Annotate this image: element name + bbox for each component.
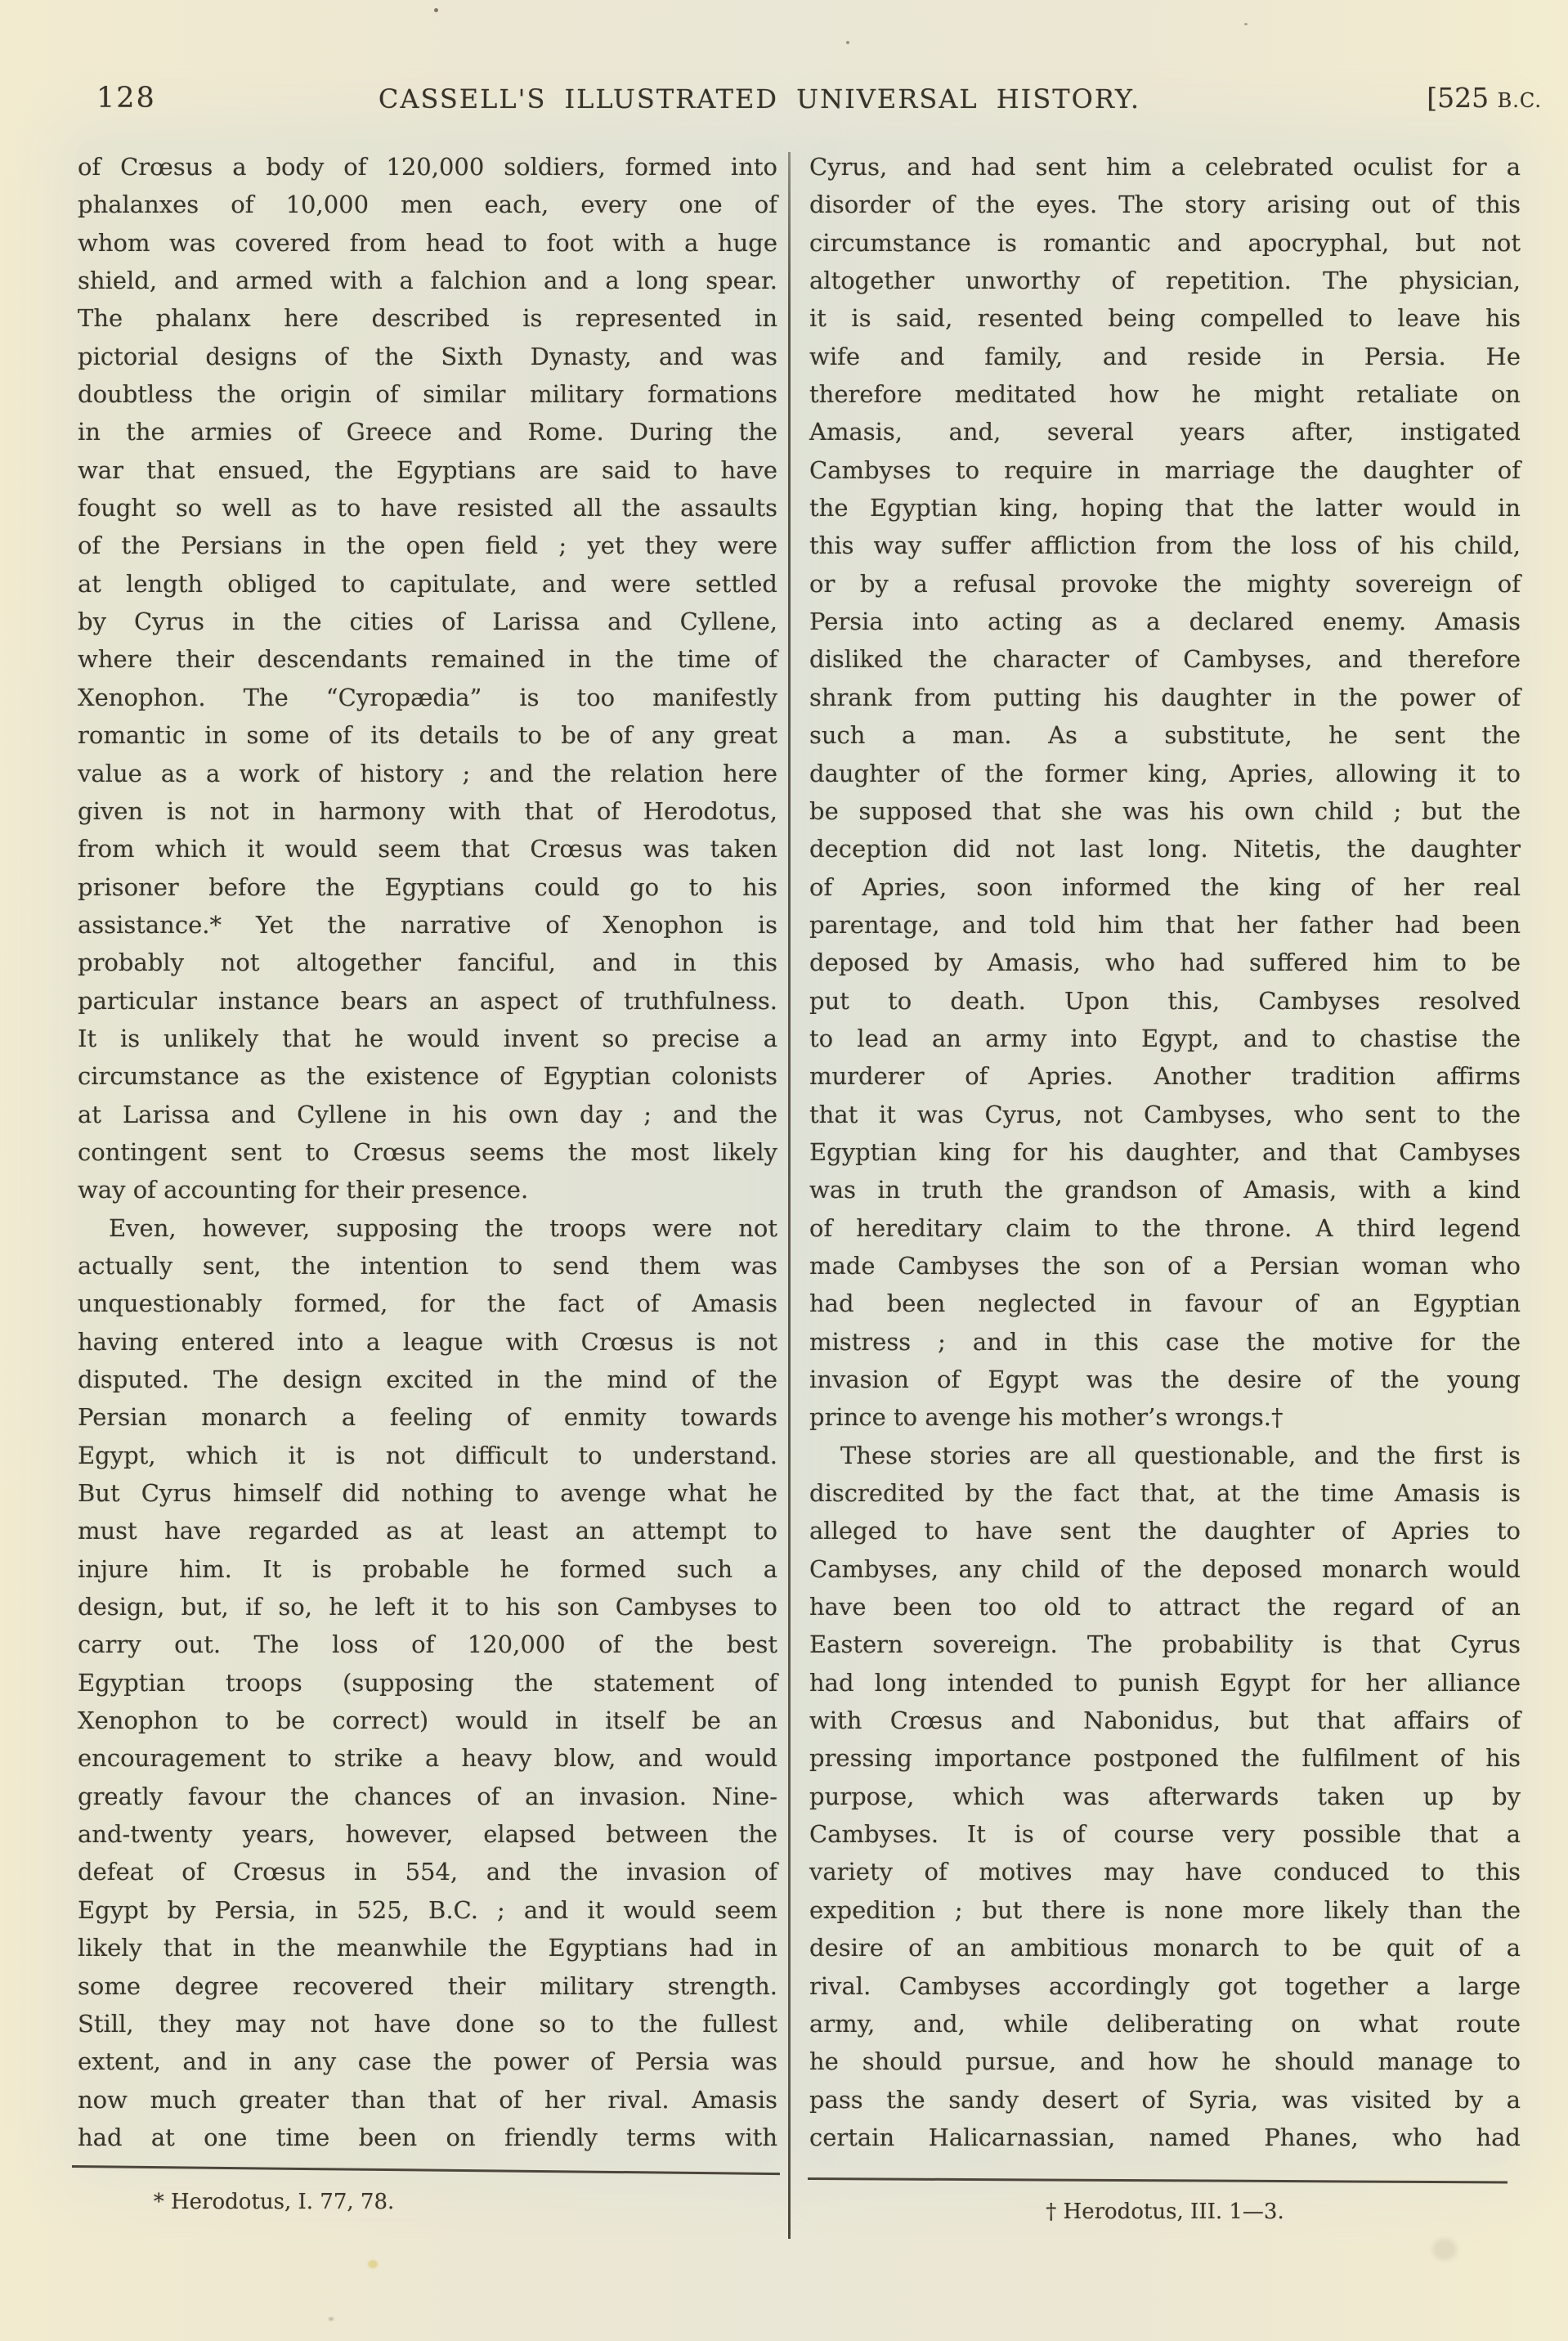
text-line: circumstance is romantic and apocryphal, but not bbox=[809, 228, 1521, 257]
text-line: greatly favour the chances of an invasion. Nine- bbox=[78, 1782, 777, 1810]
text-line: had long intended to punish Egypt for her alliance bbox=[809, 1668, 1521, 1697]
text-line: had at one time been on friendly terms with bbox=[78, 2123, 777, 2151]
text-line: discredited by the fact that, at the time Amasis is bbox=[809, 1479, 1521, 1508]
text-line: likely that in the meanwhile the Egyptians had in bbox=[78, 1934, 777, 1962]
text-line: wife and family, and reside in Persia. He bbox=[809, 342, 1521, 370]
text-line: doubtless the origin of similar military formations bbox=[78, 380, 777, 409]
text-line: shrank from putting his daughter in the power of bbox=[809, 683, 1521, 711]
text-line: it is said, resented being compelled to leave his bbox=[809, 304, 1521, 333]
text-line: assistance.* Yet the narrative of Xenophon is bbox=[78, 910, 777, 939]
text-line: with Crœsus and Nabonidus, but that affairs of bbox=[809, 1706, 1521, 1735]
text-line: in the armies of Greece and Rome. During the bbox=[78, 418, 777, 446]
text-line: parentage, and told him that her father had been bbox=[809, 910, 1521, 939]
text-line: encouragement to strike a heavy blow, and would bbox=[78, 1744, 777, 1773]
text-line: had been neglected in favour of an Egyptian bbox=[809, 1289, 1521, 1318]
text-line: and-twenty years, however, elapsed between the bbox=[78, 1820, 777, 1849]
right-column-text bbox=[809, 148, 1521, 2156]
text-line: that it was Cyrus, not Cambyses, who sent to the bbox=[809, 1100, 1521, 1128]
right-footnote-rule bbox=[808, 2177, 1508, 2183]
text-line: must have regarded as at least an attempt to bbox=[78, 1517, 777, 1545]
era-bracket: [525 bbox=[1427, 82, 1490, 114]
text-line: of hereditary claim to the throne. A third legend bbox=[809, 1213, 1521, 1242]
text-line: the Egyptian king, hoping that the latter would in bbox=[809, 494, 1521, 522]
text-line: particular instance bears an aspect of truthfulness. bbox=[78, 986, 777, 1015]
text-line: Xenophon to be correct) would in itself be an bbox=[78, 1706, 777, 1735]
text-line: such a man. As a substitute, he sent the bbox=[809, 721, 1521, 750]
ink-speck bbox=[434, 8, 438, 12]
text-line: mistress ; and in this case the motive for the bbox=[809, 1327, 1521, 1356]
text-line: have been too old to attract the regard of an bbox=[809, 1593, 1521, 1621]
text-line: by Cyrus in the cities of Larissa and Cyllene, bbox=[78, 608, 777, 636]
text-line: having entered into a league with Crœsus is not bbox=[78, 1327, 777, 1356]
text-line: The phalanx here described is represented in bbox=[78, 304, 777, 333]
text-line: this way suffer affliction from the loss of his child, bbox=[809, 531, 1521, 560]
ink-speck bbox=[329, 2317, 334, 2321]
text-line: purpose, which was afterwards taken up by bbox=[809, 1782, 1521, 1810]
right-footnote: † Herodotus, III. 1—3. bbox=[1046, 2200, 1284, 2224]
text-line: probably not altogether fanciful, and in this bbox=[78, 949, 777, 977]
text-line: unquestionably formed, for the fact of Amasis bbox=[78, 1289, 777, 1318]
text-line: Amasis, and, several years after, instigated bbox=[809, 418, 1521, 446]
text-line: Egyptian king for his daughter, and that Cambyses bbox=[809, 1137, 1521, 1166]
text-line: therefore meditated how he might retaliate on bbox=[809, 380, 1521, 409]
paper-blotch bbox=[1432, 2239, 1457, 2260]
text-line: rival. Cambyses accordingly got together a large bbox=[809, 1971, 1521, 2000]
text-line: daughter of the former king, Apries, allowing it to bbox=[809, 759, 1521, 787]
ink-speck bbox=[1244, 23, 1248, 25]
text-line: Cambyses to require in marriage the daughter of bbox=[809, 455, 1521, 484]
text-line: whom was covered from head to foot with a huge bbox=[78, 228, 777, 257]
left-footnote: * Herodotus, I. 77, 78. bbox=[153, 2190, 395, 2214]
text-line: given is not in harmony with that of Herodotus, bbox=[78, 796, 777, 825]
text-line: now much greater than that of her rival. Amasis bbox=[78, 2085, 777, 2114]
text-line: Egypt, which it is not difficult to understand. bbox=[78, 1441, 777, 1469]
text-line: from which it would seem that Crœsus was taken bbox=[78, 835, 777, 863]
text-line: value as a work of history ; and the relation here bbox=[78, 759, 777, 787]
text-line: altogether unworthy of repetition. The physician, bbox=[809, 267, 1521, 295]
text-line: murderer of Apries. Another tradition affirms bbox=[809, 1062, 1521, 1091]
text-line: pass the sandy desert of Syria, was visited by a bbox=[809, 2085, 1521, 2114]
text-line: to lead an army into Egypt, and to chastise the bbox=[809, 1024, 1521, 1052]
text-line: certain Halicarnassian, named Phanes, who had bbox=[809, 2123, 1521, 2151]
era-marker bbox=[1427, 82, 1542, 114]
text-line: But Cyrus himself did nothing to avenge what he bbox=[78, 1479, 777, 1508]
text-line: army, and, while deliberating on what route bbox=[809, 2009, 1521, 2038]
text-line: Egyptian troops (supposing the statement of bbox=[78, 1668, 777, 1697]
text-line: where their descendants remained in the time of bbox=[78, 645, 777, 674]
text-line: way of accounting for their presence. bbox=[78, 1176, 529, 1204]
text-line: of Crœsus a body of 120,000 soldiers, formed into bbox=[78, 153, 777, 181]
text-line: Cambyses. It is of course very possible that a bbox=[809, 1820, 1521, 1849]
text-line: extent, and in any case the power of Persia was bbox=[78, 2047, 777, 2076]
page-number: 128 bbox=[96, 82, 156, 114]
text-line: expedition ; but there is none more likely than the bbox=[809, 1895, 1521, 1924]
text-line: romantic in some of its details to be of any great bbox=[78, 721, 777, 750]
era-label: B.C. bbox=[1497, 89, 1542, 112]
text-line: Still, they may not have done so to the fullest bbox=[78, 2009, 777, 2038]
text-line: Egypt by Persia, in 525, B.C. ; and it would seem bbox=[78, 1895, 777, 1924]
text-line: carry out. The loss of 120,000 of the best bbox=[78, 1630, 777, 1659]
text-line: disputed. The design excited in the mind of the bbox=[78, 1366, 777, 1393]
text-line: These stories are all questionable, and the first is bbox=[840, 1441, 1521, 1469]
text-line: at length obliged to capitulate, and were settled bbox=[78, 569, 777, 598]
text-line: Cyrus, and had sent him a celebrated oculist for a bbox=[809, 153, 1521, 181]
text-line: prisoner before the Egyptians could go to his bbox=[78, 872, 777, 901]
text-line: prince to avenge his mother’s wrongs.† bbox=[809, 1403, 1284, 1432]
text-line: Persian monarch a feeling of enmity towards bbox=[78, 1403, 777, 1432]
text-line: phalanxes of 10,000 men each, every one of bbox=[78, 191, 777, 219]
text-line: put to death. Upon this, Cambyses resolved bbox=[809, 986, 1521, 1015]
text-line: invasion of Egypt was the desire of the young bbox=[809, 1366, 1521, 1393]
text-line: or by a refusal provoke the mighty sovereign of bbox=[809, 569, 1521, 598]
text-line: at Larissa and Cyllene in his own day ; and the bbox=[78, 1100, 777, 1128]
text-line: war that ensued, the Egyptians are said to have bbox=[78, 455, 777, 484]
text-line: Xenophon. The “Cyropædia” is too manifestly bbox=[78, 683, 777, 711]
text-line: pictorial designs of the Sixth Dynasty, and was bbox=[78, 342, 777, 370]
text-line: Persia into acting as a declared enemy. Amasis bbox=[809, 608, 1521, 636]
text-line: deposed by Amasis, who had suffered him to be bbox=[809, 949, 1521, 977]
text-line: of the Persians in the open field ; yet they were bbox=[78, 531, 777, 560]
text-line: was in truth the grandson of Amasis, with a kind bbox=[809, 1176, 1521, 1204]
text-line: pressing importance postponed the fulfilment of his bbox=[809, 1744, 1521, 1773]
left-column-text bbox=[78, 148, 777, 2156]
running-title: CASSELL'S ILLUSTRATED UNIVERSAL HISTORY. bbox=[378, 83, 1141, 114]
text-line: actually sent, the intention to send them was bbox=[78, 1251, 777, 1280]
text-line: disliked the character of Cambyses, and therefore bbox=[809, 645, 1521, 674]
text-line: Cambyses, any child of the deposed monarch would bbox=[809, 1554, 1521, 1583]
text-line: alleged to have sent the daughter of Apries to bbox=[809, 1517, 1521, 1545]
text-line: he should pursue, and how he should manage to bbox=[809, 2047, 1521, 2076]
text-line: of Apries, soon informed the king of her real bbox=[809, 872, 1521, 901]
ink-speck bbox=[846, 41, 849, 44]
column-divider-rule bbox=[788, 152, 791, 2239]
text-line: Eastern sovereign. The probability is that Cyrus bbox=[809, 1630, 1521, 1659]
text-line: shield, and armed with a falchion and a long spear. bbox=[78, 267, 777, 295]
text-line: design, but, if so, he left it to his son Cambyses to bbox=[78, 1593, 777, 1621]
text-line: contingent sent to Crœsus seems the most likely bbox=[78, 1137, 777, 1166]
text-line: injure him. It is probable he formed such a bbox=[78, 1554, 777, 1583]
text-line: It is unlikely that he would invent so precise a bbox=[78, 1024, 777, 1052]
text-line: circumstance as the existence of Egyptian colonists bbox=[78, 1062, 777, 1091]
text-line: disorder of the eyes. The story arising out of this bbox=[809, 191, 1521, 219]
text-line: Even, however, supposing the troops were not bbox=[109, 1213, 777, 1242]
text-line: variety of motives may have conduced to this bbox=[809, 1858, 1521, 1886]
text-line: made Cambyses the son of a Persian woman who bbox=[809, 1251, 1521, 1280]
text-line: be supposed that she was his own child ; but the bbox=[809, 796, 1521, 825]
text-line: some degree recovered their military strength. bbox=[78, 1971, 777, 2000]
text-line: defeat of Crœsus in 554, and the invasion of bbox=[78, 1858, 777, 1886]
text-line: desire of an ambitious monarch to be quit of a bbox=[809, 1934, 1521, 1962]
paper-stain bbox=[368, 2260, 378, 2268]
text-line: deception did not last long. Nitetis, the daughter bbox=[809, 835, 1521, 863]
text-line: fought so well as to have resisted all the assaults bbox=[78, 494, 777, 522]
